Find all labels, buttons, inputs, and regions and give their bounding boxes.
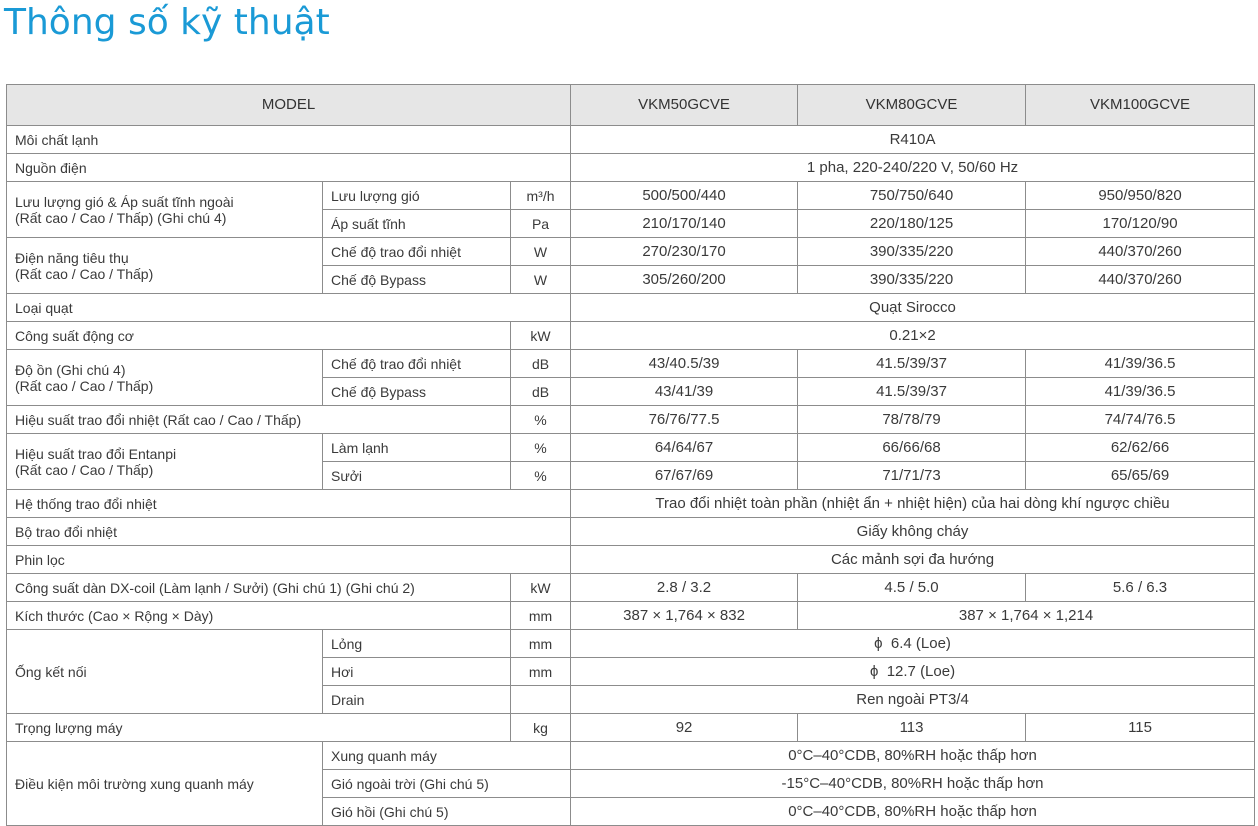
value-cell: 41/39/36.5 (1026, 378, 1255, 406)
sub-label: Gió ngoài trời (Ghi chú 5) (323, 770, 571, 798)
group-label: Điều kiện môi trường xung quanh máy (7, 742, 323, 826)
row-label: Phin lọc (7, 546, 571, 574)
sub-label: Chế độ Bypass (323, 266, 511, 294)
row-label: Loại quạt (7, 294, 571, 322)
value-cell: 305/260/200 (571, 266, 798, 294)
group-label: Ống kết nối (7, 630, 323, 714)
group-label-line: (Rất cao / Cao / Thấp) (15, 461, 154, 478)
group-label-line: Độ ồn (Ghi chú 4) (15, 361, 126, 378)
unit-cell: W (511, 266, 571, 294)
row-value: Quạt Sirocco (571, 294, 1255, 322)
unit-cell: % (511, 406, 571, 434)
table-row (7, 182, 1255, 210)
row-label: Công suất động cơ (7, 322, 511, 350)
group-label (7, 238, 323, 294)
group-label-line: Điện năng tiêu thụ (15, 249, 129, 266)
unit-cell: mm (511, 630, 571, 658)
unit-cell (511, 686, 571, 714)
unit-cell: % (511, 462, 571, 490)
value-cell: 440/370/260 (1026, 238, 1255, 266)
sub-label: Áp suất tĩnh (323, 210, 511, 238)
value-cell: 74/74/76.5 (1026, 406, 1255, 434)
page-title: Thông số kỹ thuật (4, 2, 330, 43)
value-cell: 387 × 1,764 × 1,214 (798, 602, 1255, 630)
value-cell: 41/39/36.5 (1026, 350, 1255, 378)
row-label: Công suất dàn DX-coil (Làm lạnh / Sưởi) (Ghi chú 1) (Ghi chú 2) (7, 574, 511, 602)
unit-cell: Pa (511, 210, 571, 238)
unit-cell: W (511, 238, 571, 266)
sub-label: Chế độ trao đổi nhiệt (323, 350, 511, 378)
value-cell: 113 (798, 714, 1026, 742)
row-label: Trọng lượng máy (7, 714, 511, 742)
value-cell: 750/750/640 (798, 182, 1026, 210)
sub-label: Hơi (323, 658, 511, 686)
row-value: 0°C–40°CDB, 80%RH hoặc thấp hơn (571, 742, 1255, 770)
value-cell: 41.5/39/37 (798, 350, 1026, 378)
value-cell: 66/66/68 (798, 434, 1026, 462)
value-cell: 440/370/260 (1026, 266, 1255, 294)
table-row (7, 742, 1255, 770)
table-row (7, 350, 1255, 378)
table-row (7, 518, 1255, 546)
group-label-line: (Rất cao / Cao / Thấp) (15, 265, 154, 282)
row-value: -15°C–40°CDB, 80%RH hoặc thấp hơn (571, 770, 1255, 798)
group-label-line: Hiệu suất trao đổi Entanpi (15, 445, 177, 462)
row-value (571, 630, 1255, 658)
row-value: Ren ngoài PT3/4 (571, 686, 1255, 714)
header-row (7, 85, 1255, 126)
sub-label: Chế độ trao đổi nhiệt (323, 238, 511, 266)
group-label-line: (Rất cao / Cao / Thấp) (Ghi chú 4) (15, 209, 227, 226)
pipe-size: 6.4 (Loe) (890, 634, 951, 652)
row-label: Hệ thống trao đổi nhiệt (7, 490, 571, 518)
value-cell: 387 × 1,764 × 832 (571, 602, 798, 630)
spec-table (6, 84, 1255, 826)
row-label: Môi chất lạnh (7, 126, 571, 154)
value-cell: 76/76/77.5 (571, 406, 798, 434)
header-model-1: VKM50GCVE (571, 85, 798, 126)
sub-label: Gió hồi (Ghi chú 5) (323, 798, 571, 826)
value-cell: 43/41/39 (571, 378, 798, 406)
value-cell: 270/230/170 (571, 238, 798, 266)
row-label: Bộ trao đổi nhiệt (7, 518, 571, 546)
value-cell: 62/62/66 (1026, 434, 1255, 462)
unit-cell: mm (511, 658, 571, 686)
unit-cell: mm (511, 602, 571, 630)
value-cell: 115 (1026, 714, 1255, 742)
unit-cell: dB (511, 378, 571, 406)
header-model-3: VKM100GCVE (1026, 85, 1255, 126)
value-cell: 71/71/73 (798, 462, 1026, 490)
value-cell: 92 (571, 714, 798, 742)
row-label: Kích thước (Cao × Rộng × Dày) (7, 602, 511, 630)
unit-cell: kg (511, 714, 571, 742)
table-row (7, 294, 1255, 322)
sub-label: Xung quanh máy (323, 742, 571, 770)
value-cell: 65/65/69 (1026, 462, 1255, 490)
table-row (7, 602, 1255, 630)
phi-symbol: ϕ (869, 662, 879, 680)
header-model-2: VKM80GCVE (798, 85, 1026, 126)
value-cell: 2.8 / 3.2 (571, 574, 798, 602)
group-label (7, 434, 323, 490)
table-row (7, 322, 1255, 350)
value-cell: 500/500/440 (571, 182, 798, 210)
value-cell: 210/170/140 (571, 210, 798, 238)
table-row (7, 490, 1255, 518)
value-cell: 67/67/69 (571, 462, 798, 490)
unit-cell: dB (511, 350, 571, 378)
value-cell: 41.5/39/37 (798, 378, 1026, 406)
sub-label: Chế độ Bypass (323, 378, 511, 406)
value-cell: 5.6 / 6.3 (1026, 574, 1255, 602)
table-row (7, 406, 1255, 434)
table-row (7, 714, 1255, 742)
group-label (7, 182, 323, 238)
unit-cell: kW (511, 322, 571, 350)
row-label: Nguồn điện (7, 154, 571, 182)
row-value (571, 658, 1255, 686)
sub-label: Làm lạnh (323, 434, 511, 462)
sub-label: Sưởi (323, 462, 511, 490)
group-label (7, 350, 323, 406)
value-cell: 220/180/125 (798, 210, 1026, 238)
row-value: 0°C–40°CDB, 80%RH hoặc thấp hơn (571, 798, 1255, 826)
table-row (7, 154, 1255, 182)
table-row (7, 630, 1255, 658)
table-row (7, 126, 1255, 154)
value-cell: 78/78/79 (798, 406, 1026, 434)
row-value: Các mảnh sợi đa hướng (571, 546, 1255, 574)
sub-label: Lưu lượng gió (323, 182, 511, 210)
table-row (7, 546, 1255, 574)
unit-cell: % (511, 434, 571, 462)
value-cell: 43/40.5/39 (571, 350, 798, 378)
table-row (7, 238, 1255, 266)
row-value: 1 pha, 220-240/220 V, 50/60 Hz (571, 154, 1255, 182)
unit-cell: kW (511, 574, 571, 602)
phi-symbol: ϕ (874, 634, 883, 652)
row-value: Trao đổi nhiệt toàn phần (nhiệt ẩn + nhiệt hiện) của hai dòng khí ngược chiều (571, 490, 1255, 518)
sub-label: Drain (323, 686, 511, 714)
value-cell: 4.5 / 5.0 (798, 574, 1026, 602)
header-model: MODEL (7, 85, 571, 126)
group-label-line: (Rất cao / Cao / Thấp) (15, 377, 154, 394)
group-label-line: Lưu lượng gió & Áp suất tĩnh ngoài (15, 193, 234, 210)
table-row (7, 574, 1255, 602)
value-cell: 64/64/67 (571, 434, 798, 462)
row-value: Giấy không cháy (571, 518, 1255, 546)
row-value: R410A (571, 126, 1255, 154)
table-row (7, 434, 1255, 462)
unit-cell: m³/h (511, 182, 571, 210)
value-cell: 390/335/220 (798, 238, 1026, 266)
row-label: Hiệu suất trao đổi nhiệt (Rất cao / Cao / Thấp) (7, 406, 511, 434)
pipe-size: 12.7 (Loe) (886, 662, 956, 680)
value-cell: 390/335/220 (798, 266, 1026, 294)
value-cell: 950/950/820 (1026, 182, 1255, 210)
value-cell: 170/120/90 (1026, 210, 1255, 238)
row-value: 0.21×2 (571, 322, 1255, 350)
sub-label: Lỏng (323, 630, 511, 658)
